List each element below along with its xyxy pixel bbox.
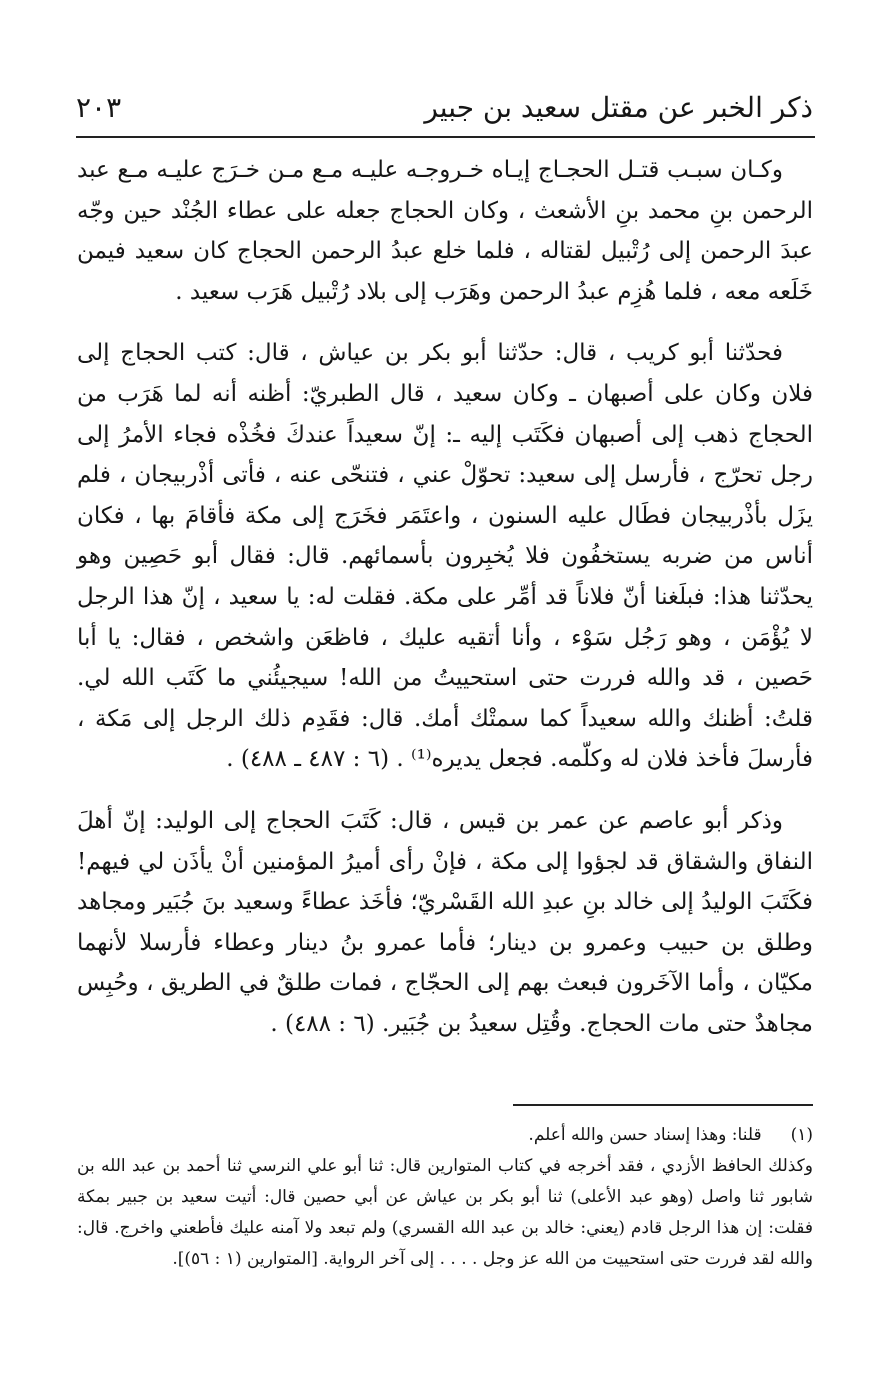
footnote-rule — [513, 1104, 813, 1106]
footnote-continuation: وكذلك الحافظ الأزدي ، فقد أخرجه في كتاب المتوارين قال: ثنا أبو علي النرسي ثنا أحمد بن عبد الله بن شابور ثنا واصل (وهو عبد الأعلى) ثنا أبو بكر بن عياش عن أبي حصين قال: أتيت سعيد بن جبير بمكة فقلت: إن هذا الرجل قادم (يعني: خالد بن عبد الله القسري) ولم تبعد ولا آمنه عليك فأطعني واخرج. قال: والله لقد فررت حتى استحييت من الله عز وجل . . . . إلى آخر الرواية. [المتوارين (١ : ٥٦)]. — [77, 1156, 813, 1269]
main-text — [77, 150, 813, 1065]
paragraph: فحدّثنا أبو كريب ، قال: حدّثنا أبو بكر بن عياش ، قال: كتب الحجاج إلى فلان وكان على أصبهان ـ وكان سعيد ، قال الطبريّ: أظنه أنه لما هَرَب من الحجاج ذهب إلى أصبهان فكَتَب إليه ـ: إنّ سعيداً عندكَ فخُذْه فجاء الأمرُ إلى رجل تحرّج ، فأرسل إلى سعيد: تحوّلْ عني ، فتنحّى عنه ، فأتى أذْربيجان ، فلم يزَل بأذْربيجان فطَال عليه السنون ، واعتَمَر فخَرَج إلى مكة فأقامَ بها ، فكان أناس من ضربه يستخفُون فلا يُخبِرون بأسمائهم. قال: فقال أبو حَصِين وهو يحدّثنا هذا: فبلَغنا أنّ فلاناً قد أمِّر على مكة. فقلت له: يا سعيد ، إنّ هذا الرجل لا يُؤْمَن ، وهو رَجُل سَوْء ، وأنا أتقيه عليك ، فاظعَن واشخص ، فقال: يا أبا حَصين ، قد والله فررت حتى استحييتُ من الله! سيجيئُني ما كَتَب الله لي. قلتُ: أظنك والله سعيداً كما سمتْك أمك. قال: فقَدِم ذلك الرجل إلى مَكة ، فأرسلَ فأخذ فلان له وكلّمه. فجعل يديره⁽¹⁾ . (٦ : ٤٨٧ ـ ٤٨٨) . — [77, 340, 813, 773]
paragraph: وذكر أبو عاصم عن عمر بن قيس ، قال: كَتَبَ الحجاج إلى الوليد: إنّ أهلَ النفاق والشقاق قد لجؤوا إلى مكة ، فإنْ رأى أميرُ المؤمنين أنْ يأذَن لي فيهم! فكَتَبَ الوليدُ إلى خالد بنِ عبدِ الله القَسْريّ؛ فأخَذ عطاءً وسعيد بنَ جُبَير ومجاهد وطلق بن حبيب وعمرو بن دينار؛ فأما عمرو بنُ دينار وعطاء فأرسلا لأنهما مكيّان ، وأما الآخَرون فبعث بهم إلى الحجّاج ، فمات طلقٌ في الطريق ، وحُبِس مجاهدٌ حتى مات الحجاج. وقُتِل سعيدُ بن جُبَير. (٦ : ٤٨٨) . — [77, 807, 813, 1037]
paragraph: وكـان سبـب قتـل الحجـاج إيـاه خـروجـه عليـه مـع مـن خـرَج عليـه مـع عبد الرحمن بنِ محمد بنِ الأشعث ، وكان الحجاج جعله على عطاء الجُنْد حين وجّه عبدَ الرحمن إلى رُتْبيل لقتاله ، فلما خلع عبدُ الرحمن الحجاج كان سعيد فيمن خَلَعه معه ، فلما هُزِم عبدُ الرحمن وهَرَب إلى بلاد رُتْبيل هَرَب سعيد . — [77, 157, 813, 305]
page-number: ٢٠٣ — [76, 91, 122, 124]
running-title: ذكر الخبر عن مقتل سعيد بن جبير — [424, 91, 813, 124]
footnote-first-line — [77, 1120, 813, 1151]
header-rule — [76, 136, 815, 138]
running-header — [76, 88, 813, 132]
footnote-marker: (١) — [790, 1125, 813, 1145]
footnote-text: قلنا: وهذا إسناد حسن والله أعلم. — [528, 1125, 762, 1145]
footnotes — [77, 1120, 813, 1275]
